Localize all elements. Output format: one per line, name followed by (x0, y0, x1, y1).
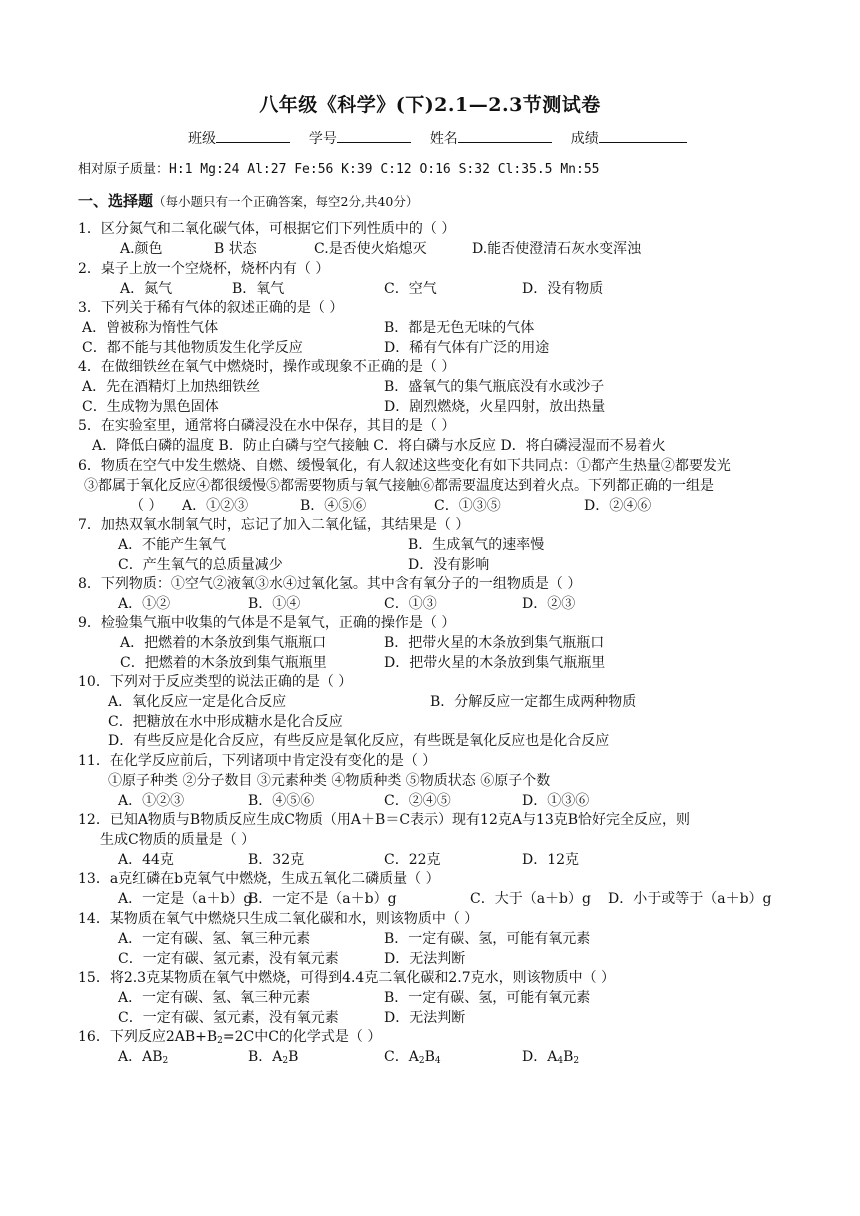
option-b: B 状态 (214, 240, 257, 257)
question-stem: 16．下列反应$2AB+B_2=2C$中C的化学式是（ ） (78, 1029, 382, 1046)
question-stem-line-1: 6．物质在空气中发生燃烧、自燃、缓慢氧化，有人叙述这些变化有如下共同点：①都产生热量②都要发光 (78, 458, 731, 474)
question-stem: 7．加热双氧水制氧气时，忘记了加入二氧化锰，其结果是（ ） (78, 517, 470, 533)
option-a: A．不能产生氧气 (118, 536, 227, 553)
question-stem: 11．在化学反应前后，下列诸项中肯定没有变化的是（ ） (78, 753, 437, 769)
option-b: B．④⑤⑥ (248, 792, 315, 809)
option-a: A．一定有碳、氢、氧三种元素 (118, 930, 311, 947)
option-d: D．②④⑥ (584, 497, 652, 514)
option-c: C．一定有碳、氢元素，没有氧元素 (118, 1009, 339, 1026)
question-stem: 1．区分氮气和二氧化碳气体，可根据它们下列性质中的（ ） (78, 221, 456, 237)
option-c: C．22克 (384, 851, 441, 868)
question-3 (78, 299, 798, 358)
question-stem: 10．下列对于反应类型的说法正确的是（ ） (78, 674, 353, 690)
option-b: B．32克 (248, 851, 305, 868)
class-label: 班级 (188, 131, 216, 147)
option-a: A.颜色 (120, 240, 163, 257)
option-b: B．都是无色无味的气体 (384, 319, 535, 336)
option-b: B．生成氧气的速率慢 (408, 536, 545, 553)
option-c: C．把糖放在水中形成糖水是化合反应 (108, 713, 343, 730)
question-5 (78, 417, 798, 457)
question-stem: 3．下列关于稀有气体的叙述正确的是（ ） (78, 300, 344, 316)
option-d: D．无法判断 (384, 950, 466, 967)
option-c: C．大于（a＋b）g (470, 890, 591, 907)
question-stem-line-1: 12．已知A物质与B物质反应生成C物质（用A＋B＝C表示）现有12克A与13克B恰好完全反应，则 (78, 812, 691, 828)
option-c: C．①③⑤ (434, 497, 501, 514)
name-label: 姓名 (429, 131, 458, 147)
option-a: A．一定是（a＋b）g (118, 890, 253, 907)
name-blank (458, 128, 552, 143)
question-4 (78, 358, 798, 417)
option-a: A．先在酒精灯上加热细铁丝 (82, 378, 261, 395)
option-b: B．④⑤⑥ (300, 497, 367, 514)
option-d: D．12克 (522, 851, 580, 868)
question-stem-line-2: 生成C物质的质量是（ ） (100, 831, 256, 848)
option-d: D．把带火星的木条放到集气瓶瓶里 (384, 654, 606, 671)
question-16 (78, 1028, 798, 1068)
question-12 (78, 811, 798, 870)
question-11 (78, 752, 798, 811)
option-d: D．剧烈燃烧，火星四射，放出热量 (384, 398, 606, 415)
atomic-mass-line: 相对原子质量：H:1 Mg:24 Al:27 Fe:56 K:39 C:12 O:16 S:32 Cl:35.5 Mn:55 (78, 162, 600, 177)
option-d: D．①③⑥ (522, 792, 590, 809)
question-stem-line-2: ③都属于氧化反应④都很缓慢⑤都需要物质与氧气接触⑥都需要温度达到着火点。下列都正确的一组是 (84, 477, 714, 494)
question-1 (78, 220, 798, 260)
option-d: D．稀有气体有广泛的用途 (384, 339, 550, 356)
question-stem: 14．某物质在氧气中燃烧只生成二氧化碳和水，则该物质中（ ） (78, 911, 479, 927)
section-title: 一、选择题 (78, 192, 154, 210)
answer-blank: （ ） (130, 497, 163, 514)
option-a: A．曾被称为惰性气体 (82, 319, 219, 336)
options-line: A．降低白磷的温度 B．防止白磷与空气接触 C．将白磷与水反应 D．将白磷浸湿而不易着火 (92, 437, 666, 454)
option-b: B．一定有碳、氢，可能有氧元素 (384, 989, 591, 1006)
question-stem: 2．桌子上放一个空烧杯，烧杯内有（ ） (78, 261, 330, 277)
question-10 (78, 673, 798, 752)
question-13 (78, 870, 798, 910)
question-stem: 9．检验集气瓶中收集的气体是不是氧气，正确的操作是（ ） (78, 615, 456, 631)
option-d: D．②③ (522, 595, 576, 612)
item-list: ①原子种类 ②分子数目 ③元素种类 ④物质种类 ⑤物质状态 ⑥原子个数 (108, 772, 551, 789)
student-info-row (188, 128, 687, 148)
option-b: B．盛氧气的集气瓶底没有水或沙子 (384, 378, 605, 395)
question-stem: 5．在实验室里，通常将白磷浸没在水中保存，其目的是（ ） (78, 418, 456, 434)
option-c: C.是否使火焰熄灭 (314, 240, 427, 257)
option-c: C．都不能与其他物质发生化学反应 (82, 339, 303, 356)
option-b: B．把带火星的木条放到集气瓶瓶口 (384, 634, 605, 651)
question-stem: 13．a克红磷在b克氧气中燃烧，生成五氧化二磷质量（ ） (78, 871, 440, 887)
option-b: B．一定不是（a＋b）g (248, 890, 397, 907)
question-6 (78, 457, 798, 516)
option-c: C．把燃着的木条放到集气瓶瓶里 (120, 654, 327, 671)
score-label: 成绩 (570, 131, 599, 147)
question-8 (78, 575, 798, 615)
option-a: A．把燃着的木条放到集气瓶瓶口 (120, 634, 327, 651)
question-stem: 8．下列物质：①空气②液氧③水④过氧化氢。其中含有氧分子的一组物质是（ ） (78, 576, 582, 592)
section-heading (78, 190, 418, 211)
option-c: C．②④⑤ (384, 792, 451, 809)
section-note: （每小题只有一个正确答案，每空2分,共40分） (153, 194, 419, 209)
option-b: B．氧气 (232, 280, 285, 297)
option-d: D．$A_4B_2$ (522, 1048, 580, 1066)
question-9 (78, 614, 798, 673)
option-b: B．①④ (248, 595, 301, 612)
option-a: A．氧化反应一定是化合反应 (108, 693, 287, 710)
option-d: D．没有影响 (408, 556, 490, 573)
id-label: 学号 (308, 131, 337, 147)
id-blank (337, 128, 411, 143)
option-b: B．分解反应一定都生成两种物质 (430, 693, 637, 710)
question-2 (78, 260, 798, 300)
option-b: B．一定有碳、氢，可能有氧元素 (384, 930, 591, 947)
option-c: C．产生氧气的总质量减少 (118, 556, 283, 573)
option-a: A．一定有碳、氢、氧三种元素 (118, 989, 311, 1006)
option-c: C．生成物为黑色固体 (82, 398, 219, 415)
question-stem: 15．将2.3克某物质在氧气中燃烧，可得到4.4克二氧化碳和2.7克水，则该物质中（ ） (78, 970, 616, 986)
option-a: A．①②③ (182, 497, 249, 514)
option-c: C．①③ (384, 595, 437, 612)
option-d: D．无法判断 (384, 1009, 466, 1026)
option-d: D．小于或等于（a＋b）g (608, 890, 772, 907)
option-c: C．空气 (384, 280, 437, 297)
option-d: D．有些反应是化合反应，有些反应是氧化反应，有些既是氧化反应也是化合反应 (108, 733, 610, 750)
question-15 (78, 969, 798, 1028)
page-title: 八年级《科学》(下)2.1—2.3节测试卷 (259, 94, 601, 116)
option-a: A．44克 (118, 851, 174, 868)
option-a: A．$AB_2$ (118, 1048, 169, 1066)
option-a: A．①②③ (118, 792, 185, 809)
class-blank (216, 128, 290, 143)
option-d: D.能否使澄清石灰水变浑浊 (472, 240, 642, 257)
score-blank (599, 128, 687, 143)
option-b: B．$A_2B$ (248, 1048, 299, 1066)
question-7 (78, 516, 798, 575)
option-c: C．$A_2B_4$ (384, 1048, 441, 1066)
option-a: A．①② (118, 595, 171, 612)
question-14 (78, 910, 798, 969)
question-stem: 4．在做细铁丝在氧气中燃烧时，操作或现象不正确的是（ ） (78, 359, 456, 375)
option-c: C．一定有碳、氢元素，没有氧元素 (118, 950, 339, 967)
option-d: D．没有物质 (522, 280, 604, 297)
option-a: A．氮气 (120, 280, 173, 297)
